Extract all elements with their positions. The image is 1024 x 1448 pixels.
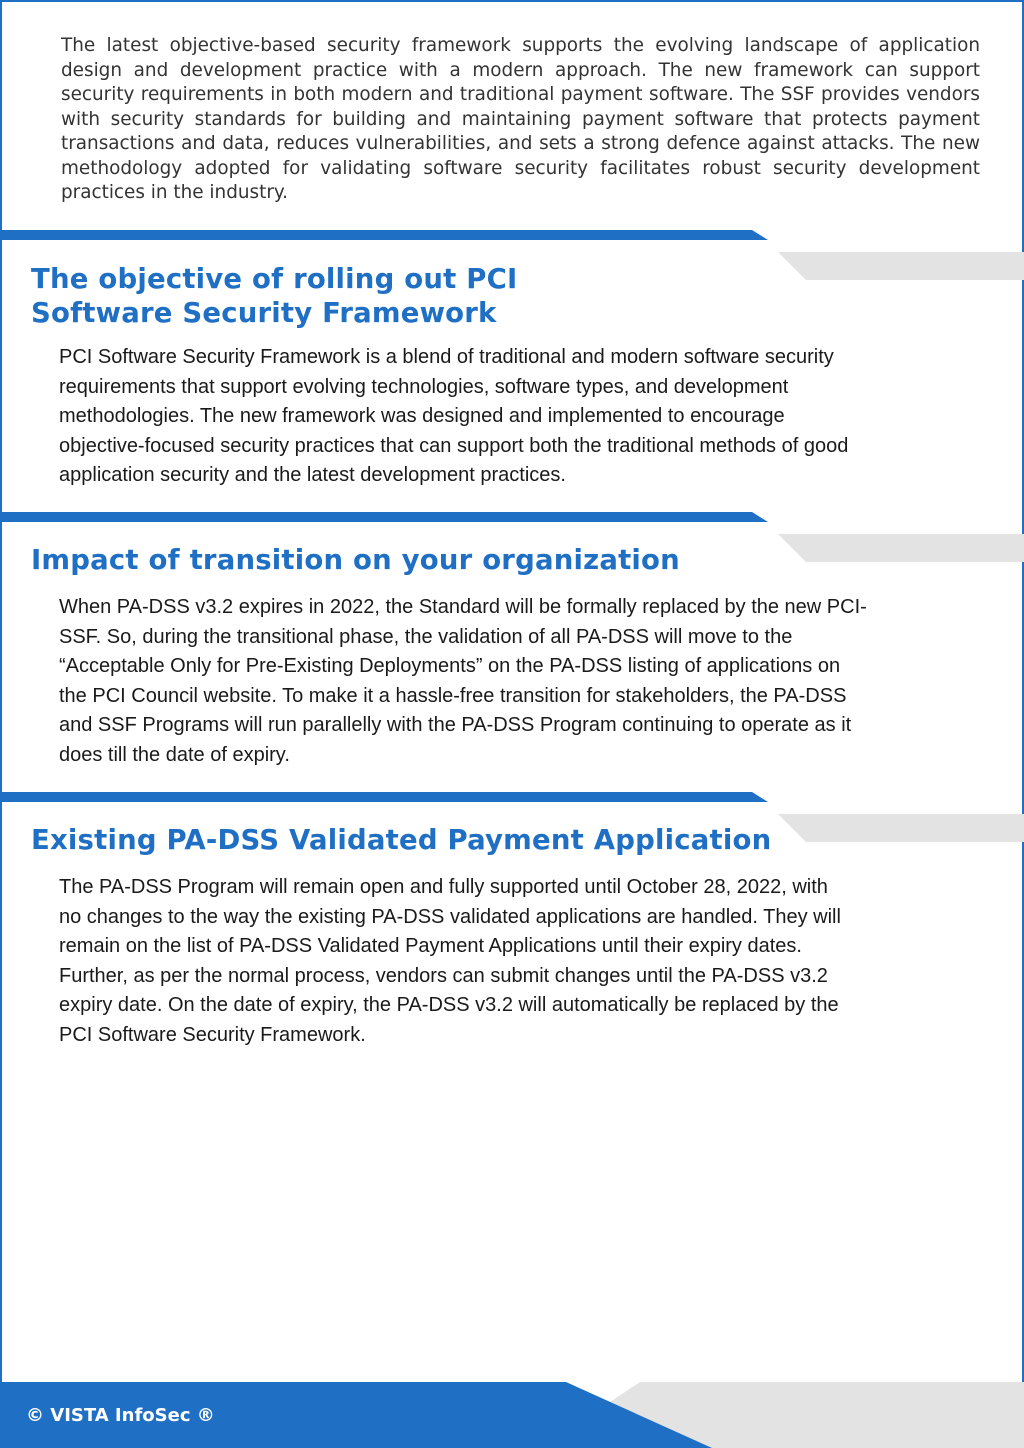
heading-line: Software Security Framework	[31, 297, 497, 329]
body-line: The PA-DSS Program will remain open and fully supported until October 28, 2022, with	[59, 876, 828, 898]
body-line: application security and the latest development practices.	[59, 464, 566, 486]
heading-line: The objective of rolling out PCI	[31, 263, 518, 295]
intro-paragraph: The latest objective-based security framework supports the evolving landscape of application design and development practice with a modern approach. The new framework can support security requirements in both modern and traditional payment software. The SSF provides vendors with security standards for building and maintaining payment software that protects payment transactions and data, reduces vulnerabilities, and sets a strong defence against attacks. The new methodology adopted for validating software security facilitates robust security development practices in the industry.	[61, 35, 980, 203]
body-line: Further, as per the normal process, vendors can submit changes until the PA-DSS v3.2	[59, 964, 828, 987]
heading-line: Existing PA-DSS Validated Payment Application	[31, 824, 772, 856]
section-heading-existing	[31, 823, 771, 857]
footer-copyright: © VISTA InfoSec ®	[26, 1405, 215, 1426]
body-line: requirements that support evolving technologies, software types, and development	[59, 375, 789, 398]
section-body-objective	[59, 343, 959, 491]
body-line: When PA-DSS v3.2 expires in 2022, the Standard will be formally replaced by the new PCI-	[59, 596, 867, 618]
body-line: SSF. So, during the transitional phase, the validation of all PA-DSS will move to the	[59, 625, 793, 648]
section-heading-objective	[31, 262, 517, 330]
body-line: “Acceptable Only for Pre-Existing Deployments” on the PA-DSS listing of applications on	[59, 655, 841, 677]
body-line: no changes to the way the existing PA-DSS validated applications are handled. They will	[59, 905, 841, 928]
section-heading-impact	[31, 543, 680, 577]
body-line: remain on the list of PA-DSS Validated Payment Applications until their expiry dates.	[59, 935, 802, 957]
section-body-impact	[59, 593, 959, 770]
body-line: does till the date of expiry.	[59, 743, 290, 766]
body-line: objective-focused security practices that can support both the traditional methods of good	[59, 434, 849, 457]
section-body-existing	[59, 873, 959, 1050]
body-line: and SSF Programs will run parallelly with the PA-DSS Program continuing to operate as it	[59, 714, 852, 736]
heading-line: Impact of transition on your organization	[31, 544, 680, 576]
body-line: expiry date. On the date of expiry, the PA-DSS v3.2 will automatically be replaced by the	[59, 994, 839, 1016]
body-line: the PCI Council website. To make it a hassle-free transition for stakeholders, the PA-DSS	[59, 684, 847, 707]
footer-bar	[0, 1382, 1024, 1448]
body-line: PCI Software Security Framework is a blend of traditional and modern software security	[59, 346, 834, 368]
body-line: methodologies. The new framework was designed and implemented to encourage	[59, 405, 785, 427]
body-line: PCI Software Security Framework.	[59, 1023, 366, 1046]
